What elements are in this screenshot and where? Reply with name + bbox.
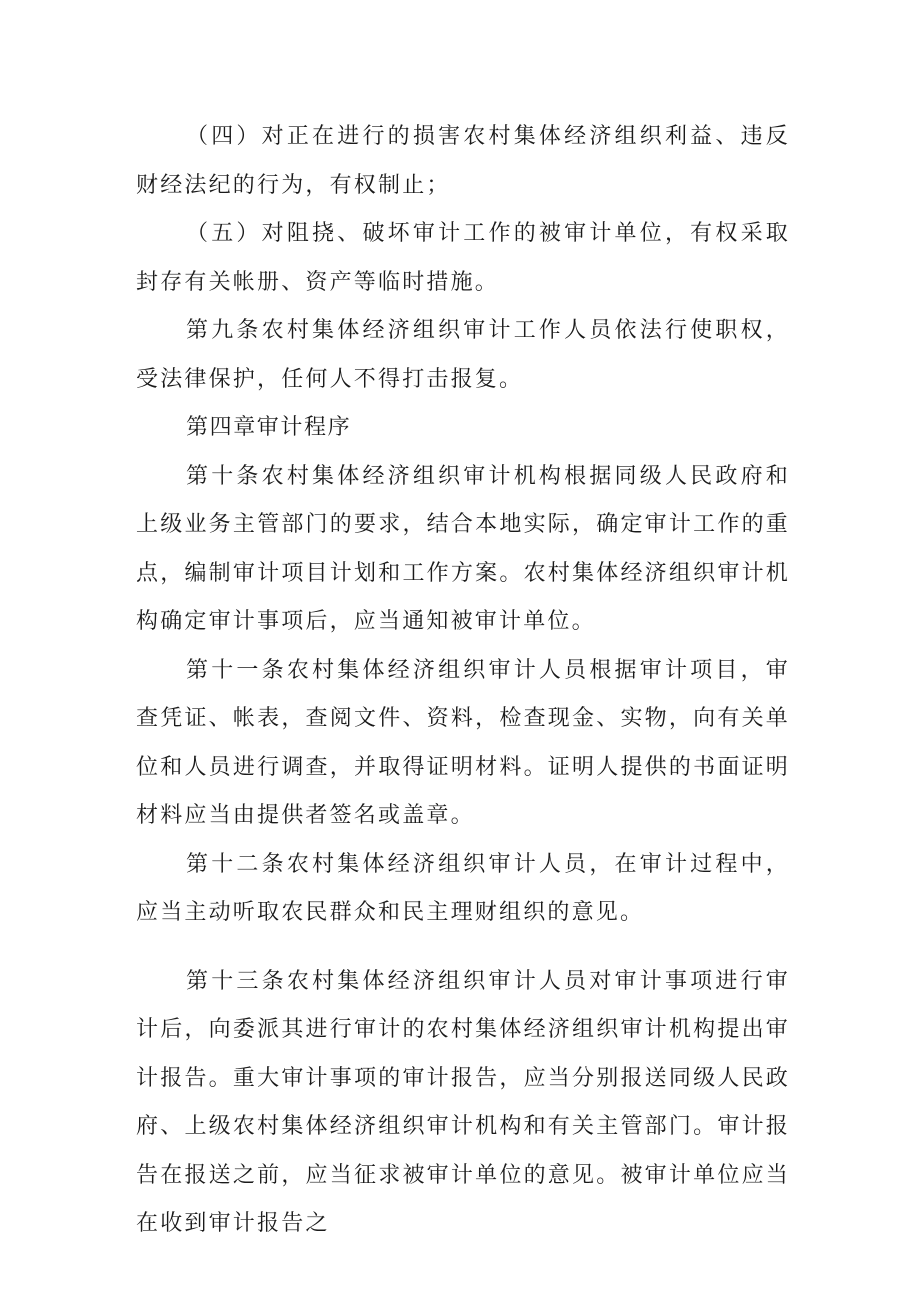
paragraph-article-10: 第十条农村集体经济组织审计机构根据同级人民政府和上级业务主管部门的要求，结合本地实际，确定审计工作的重点，编制审计项目计划和工作方案。农村集体经济组织审计机构确定审计事项后，应当通知被审计单位。	[136, 463, 790, 634]
paragraph-article-9: 第九条农村集体经济组织审计工作人员依法行使职权，受法律保护，任何人不得打击报复。	[136, 318, 790, 392]
document-body	[136, 113, 790, 1249]
paragraph-item-5: （五）对阻挠、破坏审计工作的被审计单位，有权采取封存有关帐册、资产等临时措施。	[136, 221, 790, 295]
paragraph-article-12: 第十二条农村集体经济组织审计人员，在审计过程中，应当主动听取农民群众和民主理财组织的意见。	[136, 851, 790, 925]
paragraph-article-11: 第十一条农村集体经济组织审计人员根据审计项目，审查凭证、帐表，查阅文件、资料，检查现金、实物，向有关单位和人员进行调查，并取得证明材料。证明人提供的书面证明材料应当由提供者签名或盖章。	[136, 657, 790, 828]
paragraph-item-4: （四）对正在进行的损害农村集体经济组织利益、违反财经法纪的行为，有权制止；	[136, 124, 790, 198]
chapter-heading: 第四章审计程序	[186, 415, 352, 440]
paragraph-article-13: 第十三条农村集体经济组织审计人员对审计事项进行审计后，向委派其进行审计的农村集体经济组织审计机构提出审计报告。重大审计事项的审计报告，应当分别报送同级人民政府、上级农村集体经济组织审计机构和有关主管部门。审计报告在报送之前，应当征求被审计单位的意见。被审计单位应当在收到审计报告之	[136, 968, 790, 1236]
